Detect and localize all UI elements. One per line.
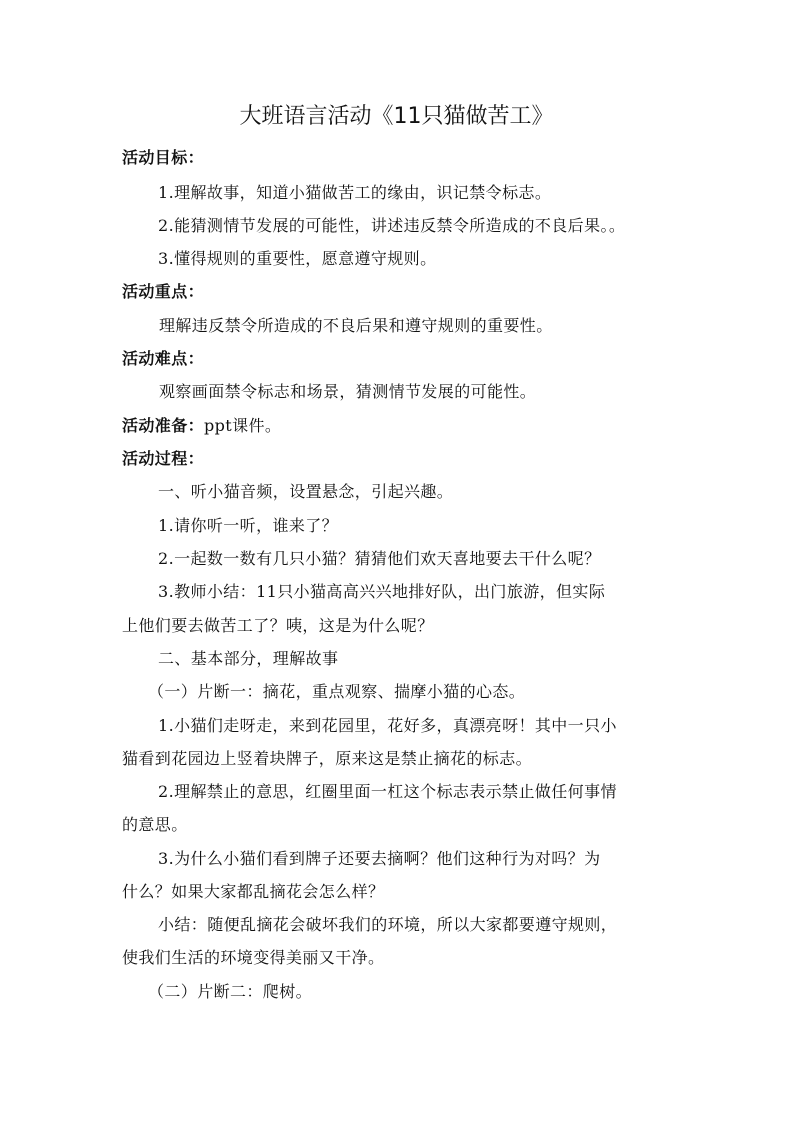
segment1-item2-line2: 的意思。 (122, 815, 188, 834)
segment2-heading: （二）片断二：爬树。 (148, 982, 313, 1001)
part1-item: 2.一起数一数有几只小猫？猜猜他们欢天喜地要去干什么呢？ (158, 549, 601, 568)
segment1-summary-line1: 小结：随便乱摘花会破坏我们的环境，所以大家都要遵守规则， (158, 915, 618, 934)
part1-item: 1.请你听一听，谁来了？ (158, 516, 339, 535)
part1-heading: 一、听小猫音频，设置悬念，引起兴趣。 (158, 482, 454, 501)
segment1-summary-line2: 使我们生活的环境变得美丽又干净。 (122, 948, 385, 967)
goal-item: 2.能猜测情节发展的可能性，讲述违反禁令所造成的不良后果。。 (158, 216, 626, 235)
segment1-item3-line2: 什么？如果大家都乱摘花会怎么样？ (122, 882, 385, 901)
key-heading: 活动重点： (122, 282, 205, 301)
segment1-item1-line1: 1.小猫们走呀走，来到花园里，花好多，真漂亮呀！其中一只小 (158, 716, 617, 735)
goals-heading: 活动目标： (122, 148, 205, 167)
goal-item: 1.理解故事，知道小猫做苦工的缘由，识记禁令标志。 (158, 183, 552, 202)
segment1-item3-line1: 3.为什么小猫们看到牌子还要去摘啊？他们这种行为对吗？为 (158, 849, 601, 868)
prep-heading: 活动准备： (122, 416, 205, 435)
difficulty-heading: 活动难点： (122, 349, 205, 368)
key-text: 理解违反禁令所造成的不良后果和遵守规则的重要性。 (159, 316, 553, 335)
part1-item3-line2: 上他们要去做苦工了？咦，这是为什么呢？ (122, 616, 434, 635)
segment1-item2-line1: 2.理解禁止的意思，红圈里面一杠这个标志表示禁止做任何事情 (158, 782, 617, 801)
difficulty-text: 观察画面禁令标志和场景，猜测情节发展的可能性。 (159, 382, 537, 401)
goal-item: 3.懂得规则的重要性，愿意遵守规则。 (158, 249, 437, 268)
prep-text: ppt课件。 (204, 416, 282, 435)
segment1-heading: （一）片断一：摘花，重点观察、揣摩小猫的心态。 (148, 682, 526, 701)
prep-row (122, 416, 281, 436)
process-heading: 活动过程： (122, 449, 205, 468)
document-title: 大班语言活动《11只猫做苦工》 (239, 104, 554, 129)
part1-item3-line1: 3.教师小结：11只小猫高高兴兴地排好队，出门旅游，但实际 (158, 582, 606, 601)
segment1-item1-line2: 猫看到花园边上竖着块牌子，原来这是禁止摘花的标志。 (122, 749, 533, 768)
part2-heading: 二、基本部分，理解故事 (158, 649, 339, 668)
